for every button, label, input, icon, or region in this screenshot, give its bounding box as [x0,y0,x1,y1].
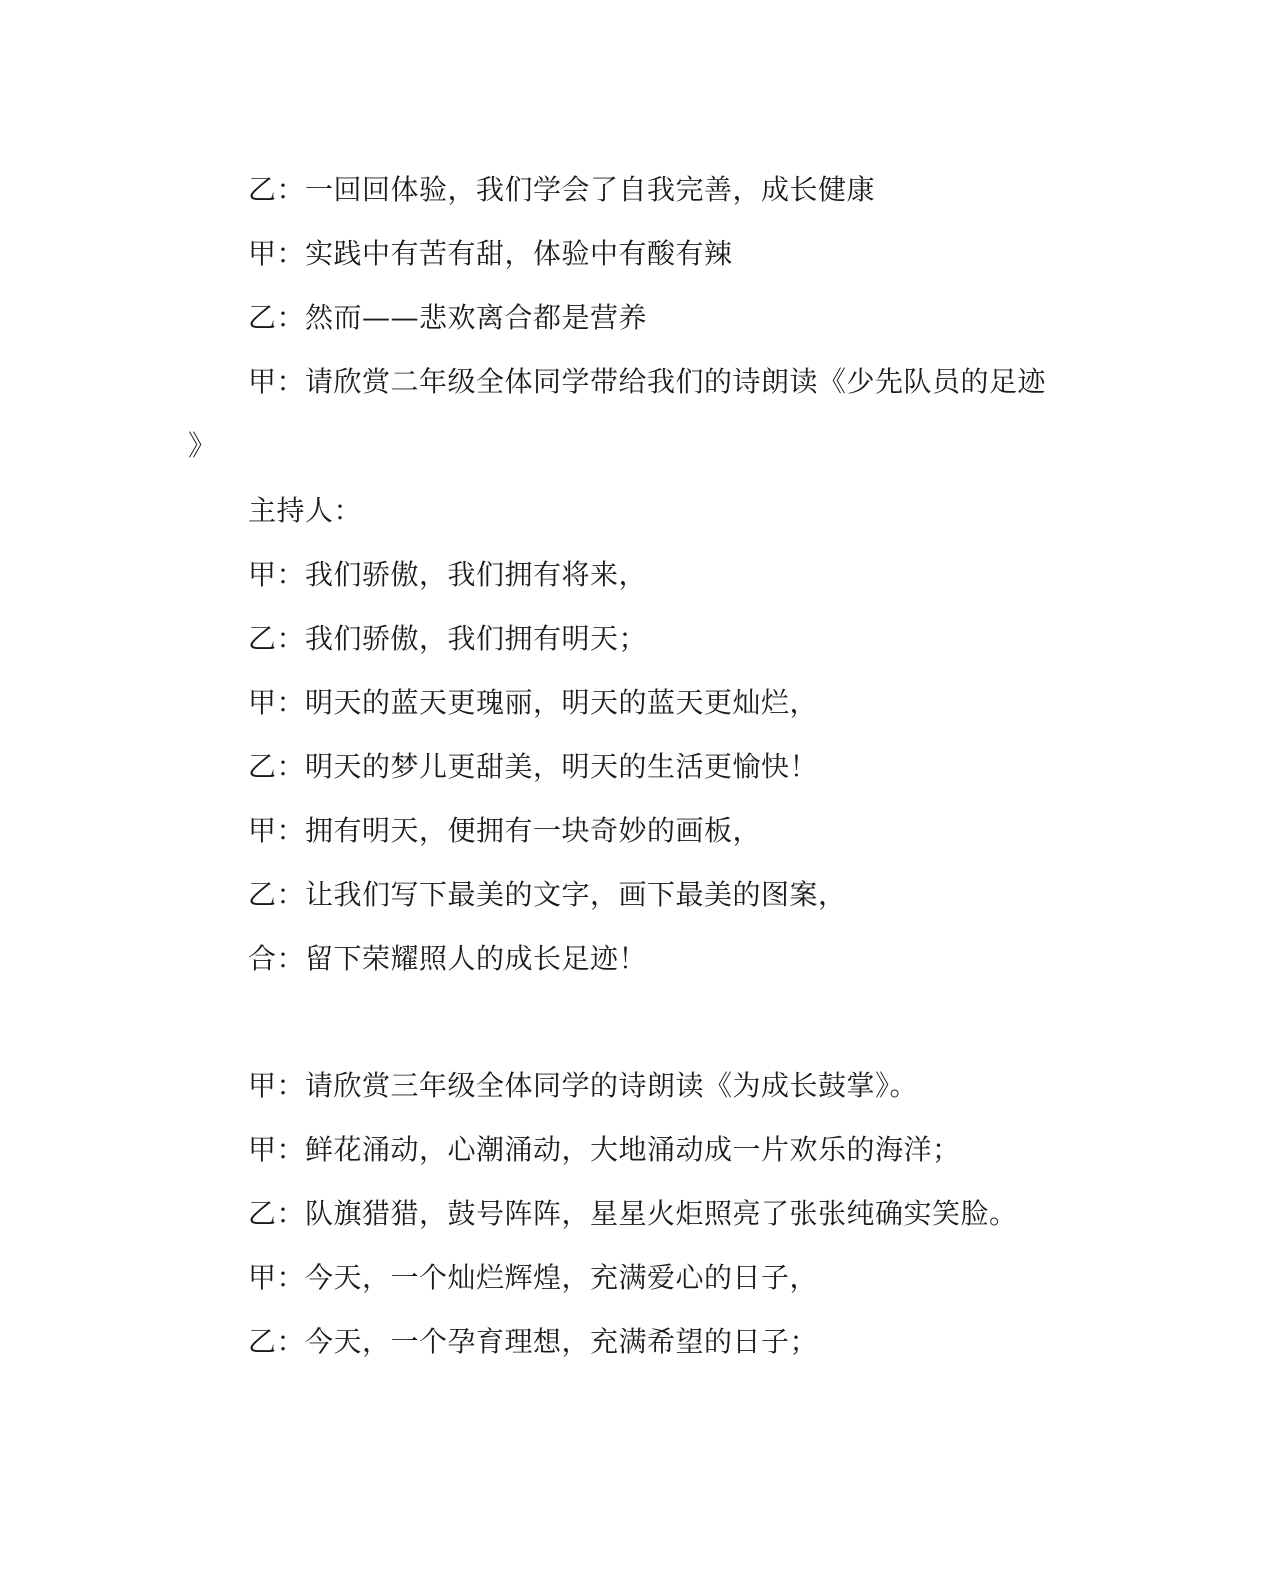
text-line: 甲：明天的蓝天更瑰丽，明天的蓝天更灿烂， [248,686,819,719]
text-line: 乙：队旗猎猎，鼓号阵阵，星星火炬照亮了张张纯确实笑脸。 [248,1197,1018,1230]
text-line: 甲：我们骄傲，我们拥有将来， [248,558,648,591]
text-line: 乙：然而——悲欢离合都是营养 [248,301,648,334]
text-line: 甲：请欣赏二年级全体同学带给我们的诗朗读《少先队员的足迹 [248,365,1047,398]
text-line: 甲：实践中有苦有甜，体验中有酸有辣 [248,237,733,270]
text-line: 乙：一回回体验，我们学会了自我完善，成长健康 [248,173,876,206]
text-line: 乙：让我们写下最美的文字，画下最美的图案， [248,878,847,911]
text-line: 甲：今天，一个灿烂辉煌，充满爱心的日子， [248,1261,819,1294]
text-line: 乙：我们骄傲，我们拥有明天； [248,622,648,655]
text-line: 乙：今天，一个孕育理想，充满希望的日子； [248,1325,819,1358]
host-heading: 主持人： [248,494,363,527]
text-line: 乙：明天的梦儿更甜美，明天的生活更愉快！ [248,750,819,783]
text-line: 合：留下荣耀照人的成长足迹！ [248,942,648,975]
text-line: 甲：拥有明天，便拥有一块奇妙的画板， [248,814,762,847]
text-line: 甲：请欣赏三年级全体同学的诗朗读《为成长鼓掌》。 [248,1069,919,1102]
text-line: 甲：鲜花涌动，心潮涌动，大地涌动成一片欢乐的海洋； [248,1133,961,1166]
text-line-continuation: 》 [188,429,217,462]
